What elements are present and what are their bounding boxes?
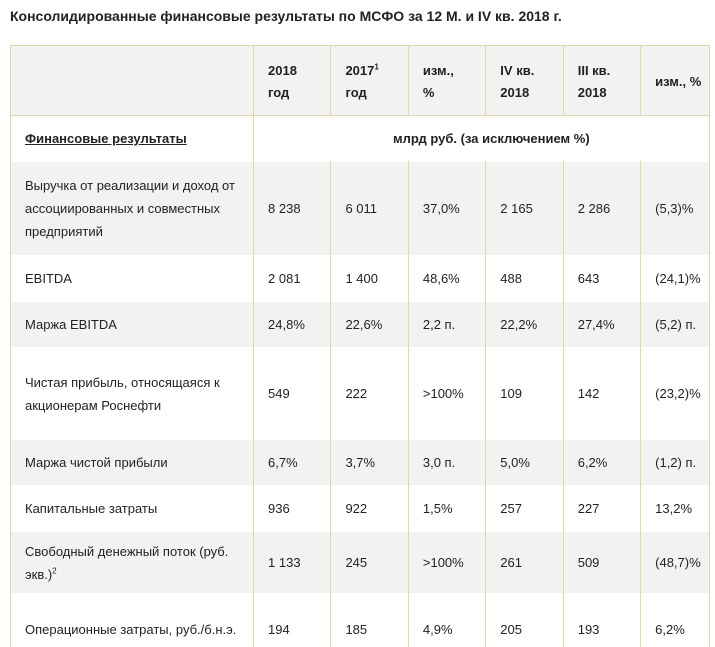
table-cell: 6,7% <box>254 440 331 486</box>
header-2018: 2018 год <box>254 46 331 116</box>
table-row <box>11 302 710 348</box>
table-cell: (24,1)% <box>641 256 710 302</box>
section-title-link[interactable]: Финансовые результаты <box>25 131 187 146</box>
table-cell: 22,6% <box>331 302 408 348</box>
table-cell: 6,2% <box>641 594 710 647</box>
table-cell: 2,2 п. <box>408 302 485 348</box>
table-cell: 6 011 <box>331 162 408 256</box>
table-cell: 6,2% <box>563 440 640 486</box>
table-cell: 48,6% <box>408 256 485 302</box>
table-cell: 194 <box>254 594 331 647</box>
table-cell: 1 400 <box>331 256 408 302</box>
table-row <box>11 440 710 486</box>
table-row <box>11 256 710 302</box>
table-cell: 109 <box>486 348 563 440</box>
table-cell: 27,4% <box>563 302 640 348</box>
table-cell: 24,8% <box>254 302 331 348</box>
table-cell: 643 <box>563 256 640 302</box>
table-cell: 922 <box>331 486 408 532</box>
table-cell: 4,9% <box>408 594 485 647</box>
table-cell: 2 165 <box>486 162 563 256</box>
table-cell: (48,7)% <box>641 532 710 594</box>
header-q4-2018: IV кв. 2018 <box>486 46 563 116</box>
table-cell: >100% <box>408 348 485 440</box>
table-cell: 245 <box>331 532 408 594</box>
table-cell: 549 <box>254 348 331 440</box>
unit-note: млрд руб. (за исключением %) <box>393 131 590 146</box>
table-cell: 185 <box>331 594 408 647</box>
section-header-row <box>11 116 710 162</box>
row-label: Выручка от реализации и доход от ассоциированных и совместных предприятий <box>11 162 254 256</box>
table-cell: 142 <box>563 348 640 440</box>
table-cell: 8 238 <box>254 162 331 256</box>
table-cell: 227 <box>563 486 640 532</box>
table-cell: 257 <box>486 486 563 532</box>
row-label: Операционные затраты, руб./б.н.э. <box>11 594 254 647</box>
table-cell: 488 <box>486 256 563 302</box>
header-2017: 2017$^1$ год <box>331 46 408 116</box>
table-row <box>11 348 710 440</box>
table-cell: 37,0% <box>408 162 485 256</box>
table-row <box>11 594 710 647</box>
table-row <box>11 486 710 532</box>
row-label: Чистая прибыль, относящаяся к акционерам Роснефти <box>11 348 254 440</box>
page-title: Консолидированные финансовые результаты по МСФО за 12 М. и IV кв. 2018 г. <box>10 8 562 24</box>
row-label: Капитальные затраты <box>11 486 254 532</box>
table-cell: 936 <box>254 486 331 532</box>
table-cell: (5,2) п. <box>641 302 710 348</box>
table-cell: 2 286 <box>563 162 640 256</box>
row-label: EBITDA <box>11 256 254 302</box>
table-cell: (23,2)% <box>641 348 710 440</box>
table-cell: 205 <box>486 594 563 647</box>
table-cell: 5,0% <box>486 440 563 486</box>
table-cell: (1,2) п. <box>641 440 710 486</box>
table-cell: 222 <box>331 348 408 440</box>
row-label: Маржа EBITDA <box>11 302 254 348</box>
footnote-2: 2 <box>52 566 57 576</box>
header-change-quarter: изм., % <box>641 46 710 116</box>
table-cell: 3,0 п. <box>408 440 485 486</box>
footnote-1: 1 <box>374 62 379 72</box>
header-q3-2018: III кв. 2018 <box>563 46 640 116</box>
table-cell: 1 133 <box>254 532 331 594</box>
table-cell: 13,2% <box>641 486 710 532</box>
table-header-row <box>11 46 710 116</box>
table-cell: 2 081 <box>254 256 331 302</box>
table-cell: 1,5% <box>408 486 485 532</box>
financial-results-table <box>10 45 710 647</box>
row-label: Маржа чистой прибыли <box>11 440 254 486</box>
table-cell: 22,2% <box>486 302 563 348</box>
table-cell: 509 <box>563 532 640 594</box>
table-cell: 261 <box>486 532 563 594</box>
header-change-year: изм., % <box>408 46 485 116</box>
table-cell: 3,7% <box>331 440 408 486</box>
table-row <box>11 532 710 594</box>
table-cell: >100% <box>408 532 485 594</box>
table-cell: 193 <box>563 594 640 647</box>
header-empty-cell <box>11 46 254 116</box>
row-label: Свободный денежный поток (руб. экв.)$^2$ <box>11 532 254 594</box>
table-row <box>11 162 710 256</box>
table-cell: (5,3)% <box>641 162 710 256</box>
